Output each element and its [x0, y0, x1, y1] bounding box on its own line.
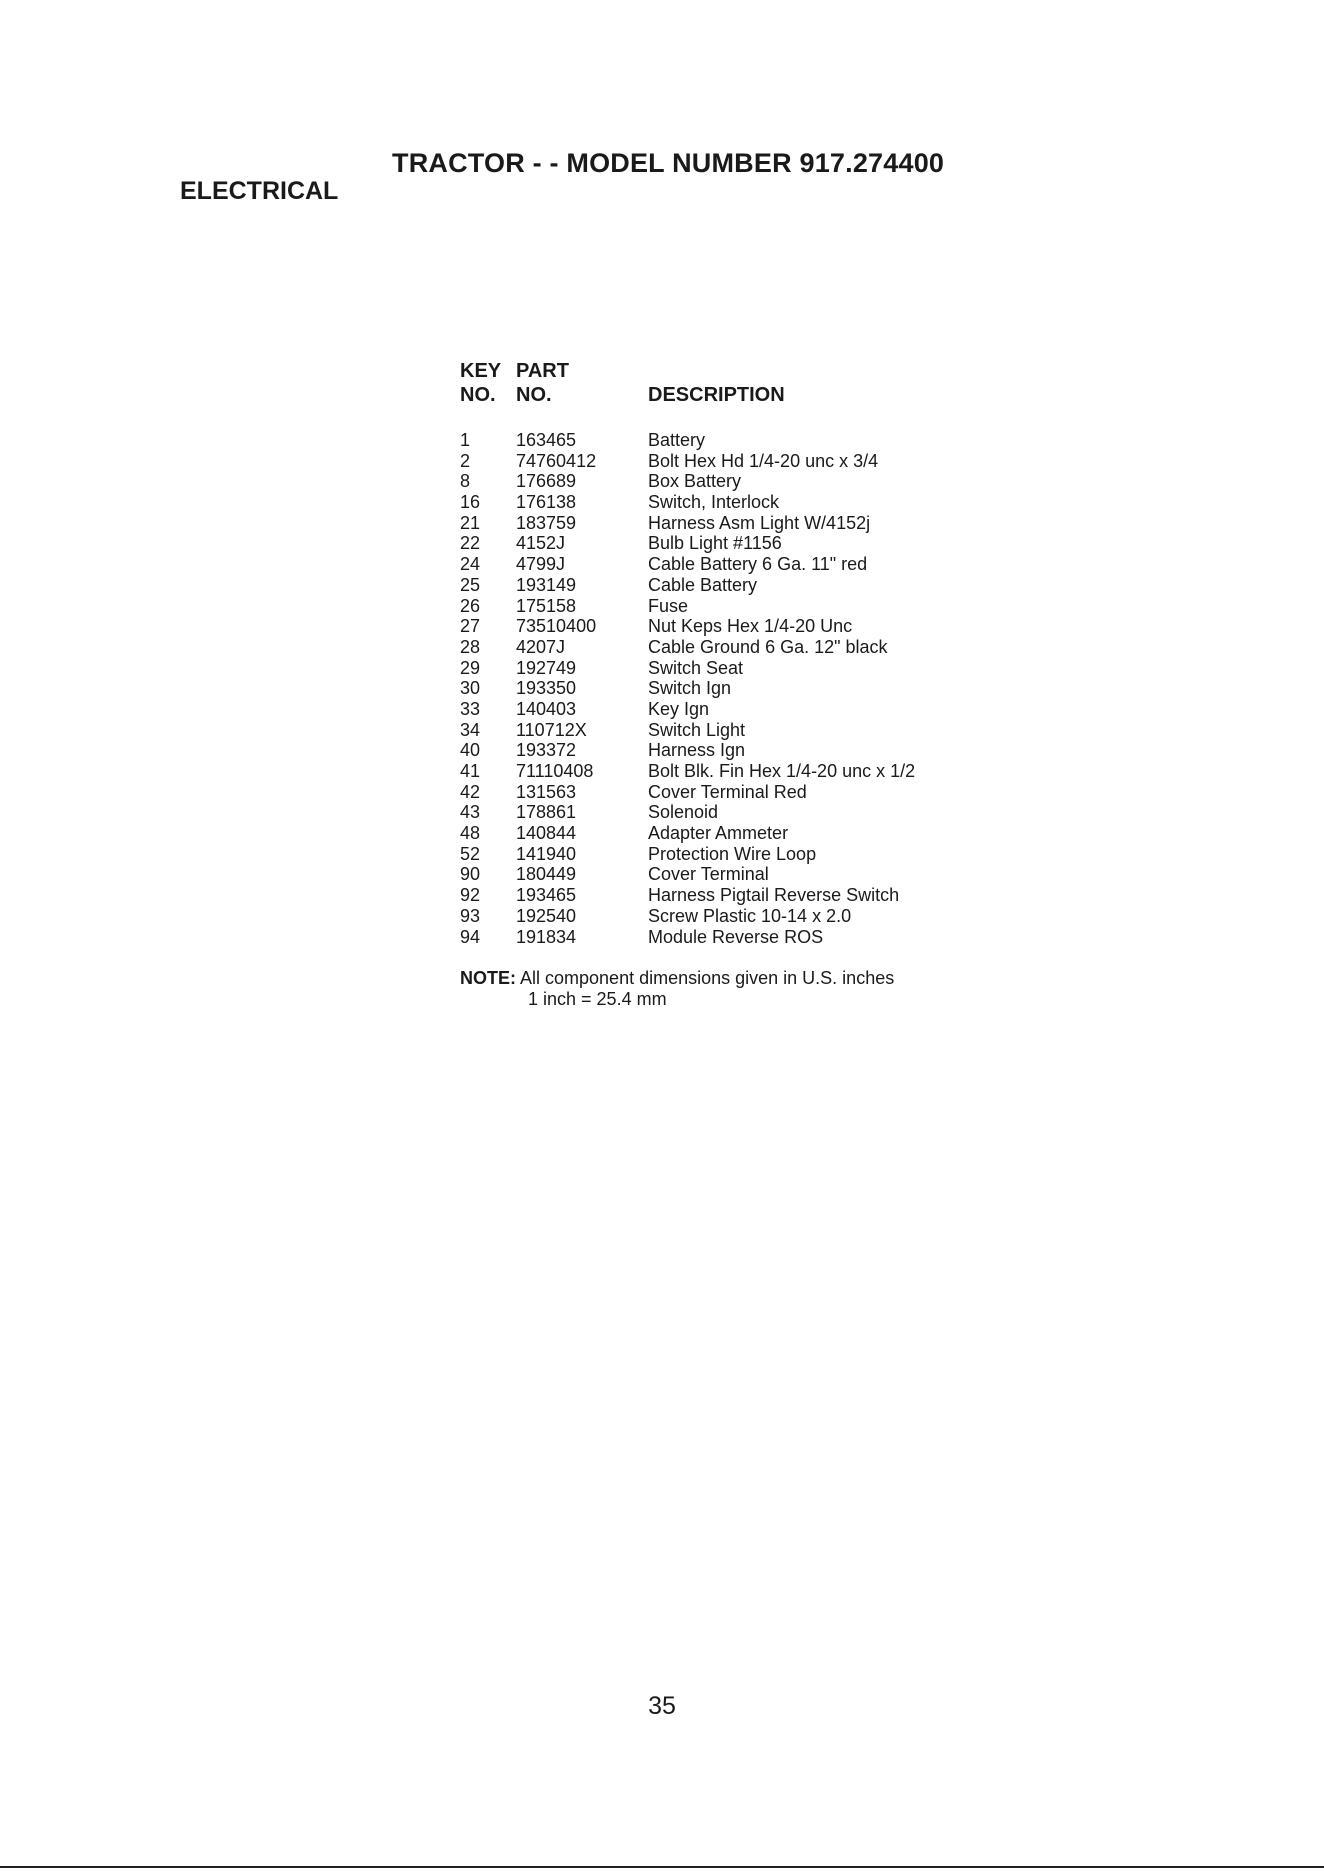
part-no-cell: 4207J — [516, 636, 566, 657]
note-label: NOTE: — [460, 968, 516, 988]
table-row — [460, 802, 1020, 823]
description-cell: Key Ign — [648, 698, 710, 719]
key-no-cell: 21 — [460, 512, 481, 533]
table-row — [460, 761, 1020, 782]
key-no-cell: 27 — [460, 616, 481, 637]
description-cell: Switch Ign — [648, 678, 732, 699]
key-no-cell: 28 — [460, 636, 481, 657]
header-part-top: PART — [516, 360, 569, 382]
key-no-cell: 34 — [460, 719, 481, 740]
key-no-cell: 33 — [460, 698, 481, 719]
description-cell: Cable Ground 6 Ga. 12" black — [648, 636, 888, 657]
header-key-top: KEY — [460, 360, 502, 382]
bottom-rule — [0, 1866, 1324, 1868]
part-no-cell: 191834 — [516, 926, 577, 947]
description-cell: Harness Asm Light W/4152j — [648, 512, 871, 533]
description-cell: Fuse — [648, 595, 689, 616]
description-cell: Solenoid — [648, 802, 719, 823]
description-cell: Cable Battery 6 Ga. 11" red — [648, 554, 868, 575]
table-row — [460, 906, 1020, 927]
description-cell: Bulb Light #1156 — [648, 533, 782, 554]
description-cell: Harness Ign — [648, 740, 746, 761]
description-cell: Switch, Interlock — [648, 492, 780, 513]
part-no-cell: 178861 — [516, 802, 577, 823]
page-number: 35 — [648, 1692, 676, 1720]
key-no-cell: 41 — [460, 761, 481, 781]
table-row — [460, 430, 1020, 451]
table-row — [460, 658, 1020, 679]
table-row — [460, 596, 1020, 617]
description-cell: Bolt Blk. Fin Hex 1/4-20 unc x 1/2 — [648, 761, 916, 781]
header-part-bottom: NO. — [516, 384, 552, 406]
section-title: ELECTRICAL — [180, 177, 339, 205]
table-row — [460, 492, 1020, 513]
part-no-cell: 183759 — [516, 512, 577, 533]
key-no-cell: 92 — [460, 885, 481, 906]
part-no-cell: 131563 — [516, 781, 577, 802]
part-no-cell: 175158 — [516, 595, 577, 616]
key-no-cell: 25 — [460, 574, 481, 595]
table-row — [460, 678, 1020, 699]
part-no-cell: 193149 — [516, 574, 577, 595]
description-cell: Cover Terminal Red — [648, 781, 807, 802]
part-no-cell: 71110408 — [516, 761, 594, 781]
part-no-cell: 140403 — [516, 698, 577, 719]
table-row — [460, 740, 1020, 761]
description-cell: Battery — [648, 430, 706, 450]
table-row — [460, 513, 1020, 534]
table-row — [460, 616, 1020, 637]
table-row — [460, 533, 1020, 554]
key-no-cell: 52 — [460, 843, 481, 864]
description-cell: Switch Seat — [648, 657, 744, 678]
key-no-cell: 8 — [460, 471, 471, 492]
header-key-bottom: NO. — [460, 384, 496, 406]
key-no-cell: 26 — [460, 595, 481, 616]
part-no-cell: 176689 — [516, 471, 577, 492]
table-row — [460, 927, 1020, 948]
part-no-cell: 74760412 — [516, 450, 597, 471]
table-row — [460, 575, 1020, 596]
key-no-cell: 43 — [460, 802, 481, 823]
table-row — [460, 864, 1020, 885]
part-no-cell: 4152J — [516, 533, 566, 554]
table-row — [460, 451, 1020, 472]
part-no-cell: 193372 — [516, 740, 577, 761]
table-row — [460, 720, 1020, 741]
part-no-cell: 141940 — [516, 843, 577, 864]
note — [460, 968, 895, 1009]
header-description: DESCRIPTION — [648, 384, 785, 406]
description-cell: Screw Plastic 10-14 x 2.0 — [648, 905, 852, 926]
table-row — [460, 823, 1020, 844]
table-row — [460, 471, 1020, 492]
description-cell: Cover Terminal — [648, 864, 769, 885]
parts-table — [460, 360, 1020, 947]
description-cell: Nut Keps Hex 1/4-20 Unc — [648, 616, 853, 637]
parts-list — [460, 430, 1020, 947]
part-no-cell: 163465 — [516, 430, 577, 450]
description-cell: Module Reverse ROS — [648, 926, 824, 947]
key-no-cell: 30 — [460, 678, 481, 699]
note-line1: All component dimensions given in U.S. inches — [520, 968, 895, 988]
part-no-cell: 192540 — [516, 905, 577, 926]
key-no-cell: 94 — [460, 926, 481, 947]
key-no-cell: 40 — [460, 740, 481, 761]
part-no-cell: 193350 — [516, 678, 577, 699]
description-cell: Harness Pigtail Reverse Switch — [648, 885, 900, 906]
table-row — [460, 885, 1020, 906]
key-no-cell: 90 — [460, 864, 481, 885]
key-no-cell: 2 — [460, 450, 471, 471]
table-row — [460, 554, 1020, 575]
table-header — [460, 360, 1020, 408]
part-no-cell: 180449 — [516, 864, 577, 885]
part-no-cell: 110712X — [516, 719, 587, 740]
description-cell: Bolt Hex Hd 1/4-20 unc x 3/4 — [648, 450, 879, 471]
note-line2: 1 inch = 25.4 mm — [528, 989, 667, 1009]
page-title: TRACTOR - - MODEL NUMBER 917.274400 — [392, 148, 945, 178]
description-cell: Switch Light — [648, 719, 746, 740]
key-no-cell: 48 — [460, 823, 481, 844]
key-no-cell: 1 — [460, 430, 471, 450]
key-no-cell: 29 — [460, 657, 481, 678]
table-row — [460, 637, 1020, 658]
description-cell: Adapter Ammeter — [648, 823, 789, 844]
key-no-cell: 16 — [460, 492, 481, 513]
description-cell: Box Battery — [648, 471, 742, 492]
key-no-cell: 42 — [460, 781, 481, 802]
part-no-cell: 4799J — [516, 554, 566, 575]
table-row — [460, 782, 1020, 803]
description-cell: Cable Battery — [648, 574, 758, 595]
part-no-cell: 193465 — [516, 885, 577, 906]
key-no-cell: 22 — [460, 533, 481, 554]
part-no-cell: 140844 — [516, 823, 577, 844]
description-cell: Protection Wire Loop — [648, 843, 817, 864]
key-no-cell: 93 — [460, 905, 481, 926]
part-no-cell: 73510400 — [516, 616, 597, 637]
table-row — [460, 699, 1020, 720]
table-row — [460, 844, 1020, 865]
key-no-cell: 24 — [460, 554, 481, 575]
part-no-cell: 192749 — [516, 657, 577, 678]
part-no-cell: 176138 — [516, 492, 577, 513]
